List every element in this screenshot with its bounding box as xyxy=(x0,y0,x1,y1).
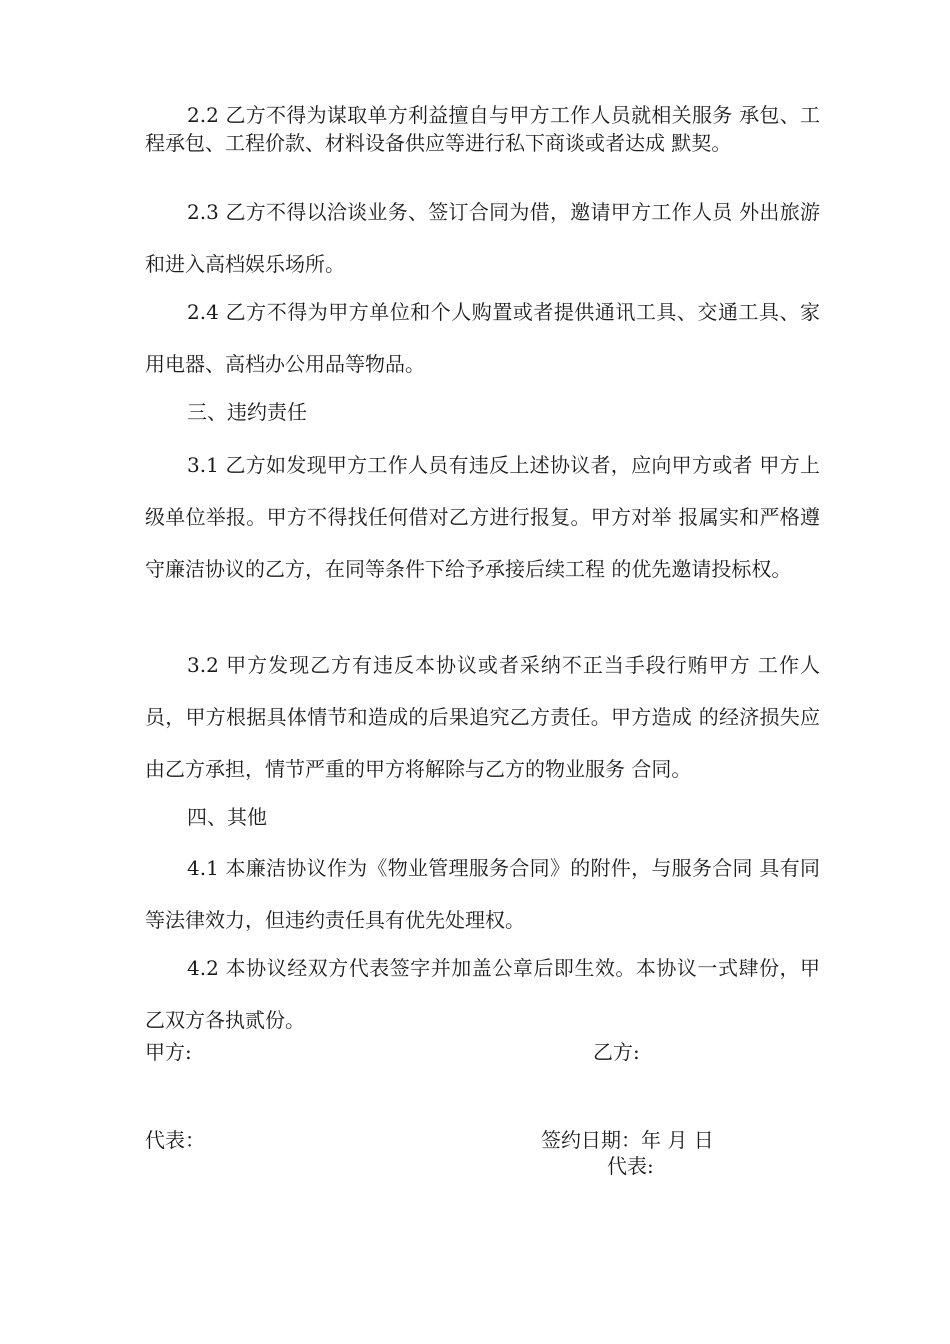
party-a-label: 甲方: xyxy=(145,1040,192,1064)
party-b-label: 乙方: xyxy=(593,1040,640,1064)
section-heading-other: 四、其他 xyxy=(187,805,267,829)
clause-2-3: 2.3 乙方不得以洽谈业务、签订合同为借，邀请甲方工作人员 外出旅游和进入高档娱乐场所。 xyxy=(145,200,820,276)
section-heading-breach: 三、违约责任 xyxy=(187,400,307,424)
clause-2-4: 2.4 乙方不得为甲方单位和个人购置或者提供通讯工具、交通工具、家用电器、高档办公用品等物品。 xyxy=(145,300,820,376)
signing-date-label: 签约日期：年 月 日 xyxy=(541,1128,714,1152)
clause-2-2: 2.2 乙方不得为谋取单方利益擅自与甲方工作人员就相关服务 承包、工程承包、工程价款、材料设备供应等进行私下商谈或者达成 默契。 xyxy=(145,103,820,155)
clause-3-2: 3.2 甲方发现乙方有违反本协议或者采纳不正当手段行贿甲方 工作人员，甲方根据具体情节和造成的后果追究乙方责任。甲方造成 的经济损失应由乙方承担，情节严重的甲方将解除与乙方的物业服务 合同。 xyxy=(145,653,820,781)
party-a-representative-label: 代表： xyxy=(145,1128,205,1152)
clause-4-2: 4.2 本协议经双方代表签字并加盖公章后即生效。本协议一式肆份，甲乙双方各执贰份。 xyxy=(145,956,820,1032)
clause-3-1: 3.1 乙方如发现甲方工作人员有违反上述协议者，应向甲方或者 甲方上级单位举报。甲方不得找任何借对乙方进行报复。甲方对举 报属实和严格遵守廉洁协议的乙方，在同等条件下给予承接后续工程 的优先邀请投标权。 xyxy=(145,453,820,581)
party-b-representative-label: 代表: xyxy=(607,1154,654,1178)
clause-4-1: 4.1 本廉洁协议作为《物业管理服务合同》的附件，与服务合同 具有同等法律效力，但违约责任具有优先处理权。 xyxy=(145,856,820,932)
